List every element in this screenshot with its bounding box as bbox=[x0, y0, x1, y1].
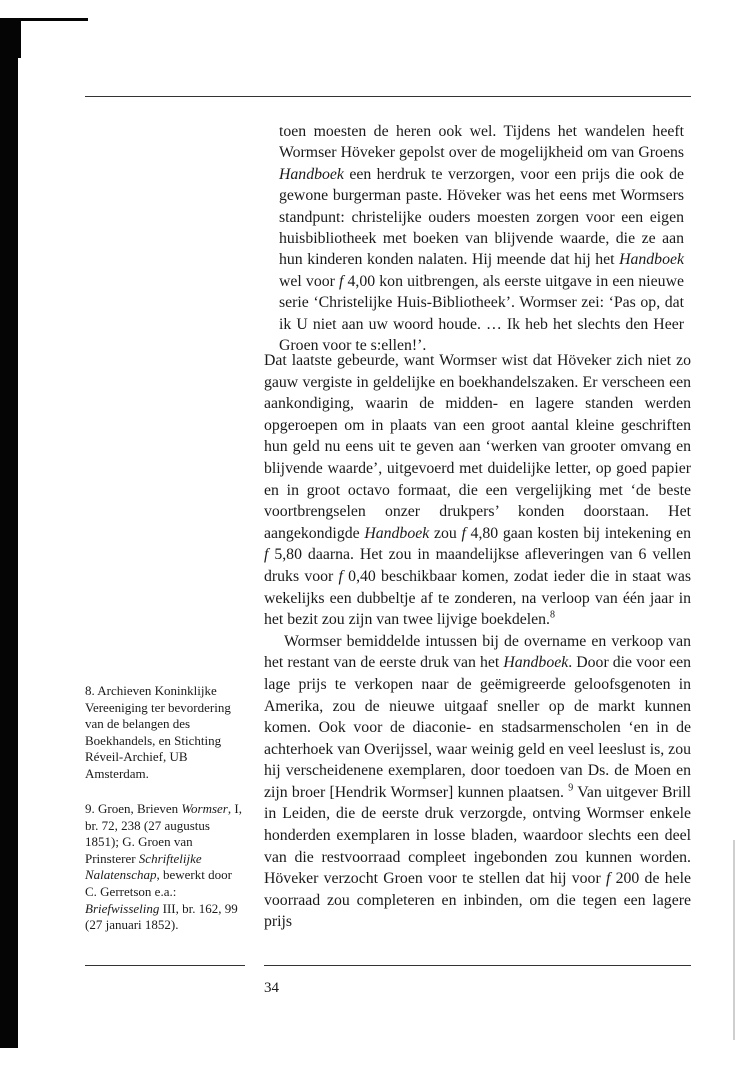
quote-text: toen moesten de heren ook wel. Tijdens het wandelen heeft Wormser Höveker gepolst over de mogelijkheid om van Groens bbox=[279, 123, 684, 162]
quote-paragraph bbox=[279, 121, 684, 356]
footnote-9 bbox=[85, 801, 245, 934]
scan-edge-right bbox=[733, 840, 735, 1040]
footnote-text-run: III, br. 162, 99 (27 januari 1852). bbox=[85, 900, 238, 933]
footnote-8-text: 8. Archieven Koninklijke Vereeniging ter bevordering van de belangen des Boekhandels, en Stichting Réveil-Archief, UB Amsterdam. bbox=[85, 683, 231, 781]
body-text-run: Dat laatste gebeurde, want Wormser wist dat Höveker zich niet zo gauw vergiste in geldelijke en boekhandelszaken. Er verscheen een aankondiging, waarin de midden- en lagere standen werden opgeroepen om in plaats van een groot aantal kleine geschriften hun geld nu eens uit te geven aan ‘werken van grooter omvang en blijvende waarde’, uitgevoerd met duidelijke letter, op goed papier en in groot octavo formaat, die een vergelijking met ‘de beste voortbrengselen onzer drukpers’ konden doorstaan. Het aangekondigde bbox=[264, 352, 691, 542]
footnote-emphasis: Schriftelijke Nalatenschap bbox=[85, 850, 202, 883]
body-text-run: Wormser bemiddelde intussen bij de overname en verkoop van het restant van de eerste druk van het bbox=[264, 632, 691, 672]
footnote-8 bbox=[85, 683, 245, 783]
body-emphasis: Handboek bbox=[503, 654, 569, 672]
body-paragraph-1 bbox=[264, 350, 691, 631]
body-text-run: . Door die voor een lage prijs te verkopen naar de geëmigreerde geloofsgenoten in Amerika, zou de nieuwe uitgaaf sneller op de markt kunnen komen. Ook voor de diaconie- en stadsarmenscholen ‘en in de achterhoek van Overijssel, waar weinig geld en veel leeslust is, zou hij verscheidenene exemplaren, door toedoen van Ds. de Moen en zijn broer [Hendrik Wormser] kunnen plaatsen. bbox=[264, 654, 691, 801]
footnote-marker-8[interactable]: 8 bbox=[550, 609, 555, 621]
block-quote bbox=[279, 121, 684, 356]
quote-text: wel voor bbox=[279, 272, 339, 290]
footnote-text-run: , bewerkt door C. Gerretson e.a.: bbox=[85, 867, 232, 899]
body-text-run: Van uitgever Brill in Leiden, die de eerste druk verzorgde, ontving Wormser enkele honderden exemplaren in losse bladen, waardoor slechts een deel van die restvoorraad compleet ingebonden zou kunnen worden. Höveker verzocht Groen voor te stellen dat hij voor bbox=[264, 783, 691, 888]
quote-emphasis: Handboek bbox=[279, 165, 344, 183]
footnote-marker-9[interactable]: 9 bbox=[568, 782, 574, 794]
guilder-sign: f bbox=[605, 870, 611, 888]
quote-emphasis: Handboek bbox=[619, 251, 684, 269]
page-number: 34 bbox=[264, 980, 279, 996]
body-text-run: 4,80 gaan kosten bij intekening en bbox=[465, 524, 691, 542]
guilder-sign: f bbox=[461, 524, 466, 542]
footnote-text-run: , I, br. 72, 238 (27 augustus 1851); G. Groen van Prinsterer bbox=[85, 801, 242, 866]
footer-rule-right bbox=[264, 965, 691, 966]
header-rule bbox=[85, 96, 691, 97]
body-text-run: zou bbox=[429, 524, 462, 542]
scan-corner-mark bbox=[18, 18, 88, 21]
body-text-run: 5,80 daarna. Het zou in maandelijkse afleveringen van 6 vellen druks voor bbox=[264, 546, 691, 585]
body-emphasis: Handboek bbox=[364, 524, 430, 542]
footnote-text-run: 9. Groen, Brieven bbox=[85, 801, 182, 816]
quote-text: een herdruk te verzorgen, voor een prijs die ook de gewone burgerman paste. Höveker was het eens met Wormsers standpunt: christelijke ouders moesten zorgen voor een eigen huisbibliotheek met boeken van blijvende waarde, die ze aan hun kinderen konden nalaten. Hij meende dat hij het bbox=[279, 165, 684, 269]
scan-edge-left bbox=[0, 18, 18, 1048]
body-text bbox=[264, 350, 691, 933]
quote-text: 4,00 kon uitbrengen, als eerste uitgave in een nieuwe serie ‘Christelijke Huis-Bibliotheek’. Wormser zei: ‘Pas op, dat ik U niet aan uw woord houde. … Ik heb het slechts den Heer Groen voor te s:ellen!’. bbox=[279, 272, 684, 355]
footer-rule-left bbox=[85, 965, 245, 966]
body-paragraph-2 bbox=[264, 631, 691, 933]
footnote-emphasis: Wormser bbox=[181, 801, 228, 816]
guilder-sign: f bbox=[338, 567, 343, 585]
body-text-run: 200 de hele voorraad zou completeren en inbinden, om die tegen een lagere prijs bbox=[264, 870, 692, 931]
guilder-sign: f bbox=[339, 272, 344, 290]
body-text-run: 0,40 beschikbaar komen, zodat ieder die in staat was wekelijks een dubbeltje af te zonderen, na verloop van één jaar in het bezit zou zijn van twee lijvige boekdelen. bbox=[264, 567, 691, 629]
scan-corner-mark-vertical bbox=[18, 18, 21, 58]
footnote-9-text bbox=[85, 801, 245, 934]
guilder-sign: f bbox=[264, 546, 269, 564]
footnote-emphasis: Briefwisseling bbox=[85, 900, 160, 916]
